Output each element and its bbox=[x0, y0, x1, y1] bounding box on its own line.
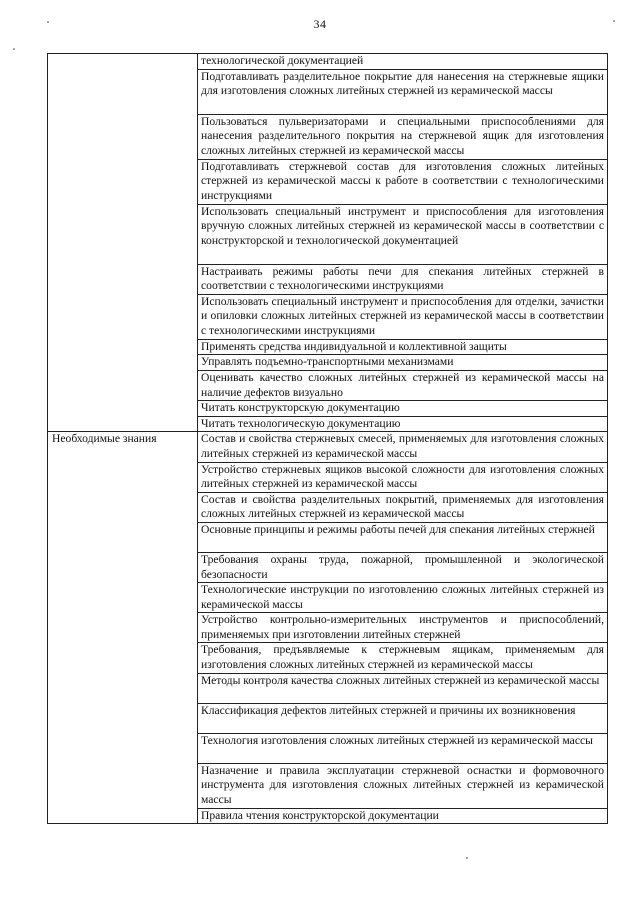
skill-item: Использовать специальный инструмент и приспособления для отделки, зачистки и опиловки сложных литейных стержней из керамической массы в соответствии с технологическими инструкциями bbox=[198, 294, 608, 339]
table-row bbox=[48, 54, 608, 70]
scan-speck bbox=[466, 857, 468, 859]
knowledge-item: Основные принципы и режимы работы печей для спекания литейных стержней bbox=[198, 522, 608, 552]
knowledge-item: Классификация дефектов литейных стержней и причины их возникновения bbox=[198, 703, 608, 733]
skill-item: технологической документацией bbox=[198, 54, 608, 70]
knowledge-item: Требования охраны труда, пожарной, промышленной и экологической безопасности bbox=[198, 552, 608, 582]
scan-speck bbox=[613, 20, 615, 22]
scan-speck bbox=[13, 48, 15, 50]
skill-item: Настраивать режимы работы печи для спекания литейных стержней в соответствии с технологическими инструкциями bbox=[198, 264, 608, 294]
skill-item: Подготавливать стержневой состав для изготовления сложных литейных стержней из керамической массы к работе в соответствии с технологическими инструкциями bbox=[198, 159, 608, 204]
knowledge-item: Требования, предъявляемые к стержневым ящикам, применяемым для изготовления сложных литейных стержней из керамической массы bbox=[198, 643, 608, 673]
scan-speck bbox=[47, 21, 49, 23]
skill-item: Подготавливать разделительное покрытие для нанесения на стержневые ящики для изготовления сложных литейных стержней из керамической массы bbox=[198, 69, 608, 114]
skill-item: Использовать специальный инструмент и приспособления для изготовления вручную сложных литейных стержней из керамической массы в соответствии с конструкторской и технологической документацией bbox=[198, 204, 608, 264]
knowledge-item: Состав и свойства стержневых смесей, применяемых для изготовления сложных литейных стержней из керамической массы bbox=[198, 432, 608, 462]
knowledge-item: Технология изготовления сложных литейных стержней из керамической массы bbox=[198, 733, 608, 763]
skills-label-cell bbox=[48, 54, 198, 432]
skill-item: Оценивать качество сложных литейных стержней из керамической массы на наличие дефектов визуально bbox=[198, 370, 608, 400]
skill-item: Читать технологическую документацию bbox=[198, 416, 608, 432]
requirements-table bbox=[47, 53, 608, 824]
skill-item: Пользоваться пульверизаторами и специальными приспособлениями для нанесения разделительного покрытия на стержневой ящик для изготовления сложных литейных стержней из керамической массы bbox=[198, 114, 608, 159]
skill-item: Применять средства индивидуальной и коллективной защиты bbox=[198, 339, 608, 355]
knowledge-label-cell: Необходимые знания bbox=[48, 432, 198, 824]
knowledge-item: Методы контроля качества сложных литейных стержней из керамической массы bbox=[198, 673, 608, 703]
table-row bbox=[48, 432, 608, 462]
knowledge-item: Устройство стержневых ящиков высокой сложности для изготовления сложных литейных стержней из керамической массы bbox=[198, 462, 608, 492]
knowledge-item: Состав и свойства разделительных покрытий, применяемых для изготовления сложных литейных стержней из керамической массы bbox=[198, 492, 608, 522]
skill-item: Читать конструкторскую документацию bbox=[198, 401, 608, 417]
knowledge-item: Правила чтения конструкторской документации bbox=[198, 808, 608, 824]
knowledge-item: Назначение и правила эксплуатации стержневой оснастки и формовочного инструмента для изготовления сложных литейных стержней из керамической массы bbox=[198, 763, 608, 808]
knowledge-item: Технологические инструкции по изготовлению сложных литейных стержней из керамической массы bbox=[198, 583, 608, 613]
knowledge-item: Устройство контрольно-измерительных инструментов и приспособлений, применяемых при изготовлении литейных стержней bbox=[198, 613, 608, 643]
skill-item: Управлять подъемно-транспортными механизмами bbox=[198, 355, 608, 371]
page-number: 34 bbox=[313, 17, 327, 31]
